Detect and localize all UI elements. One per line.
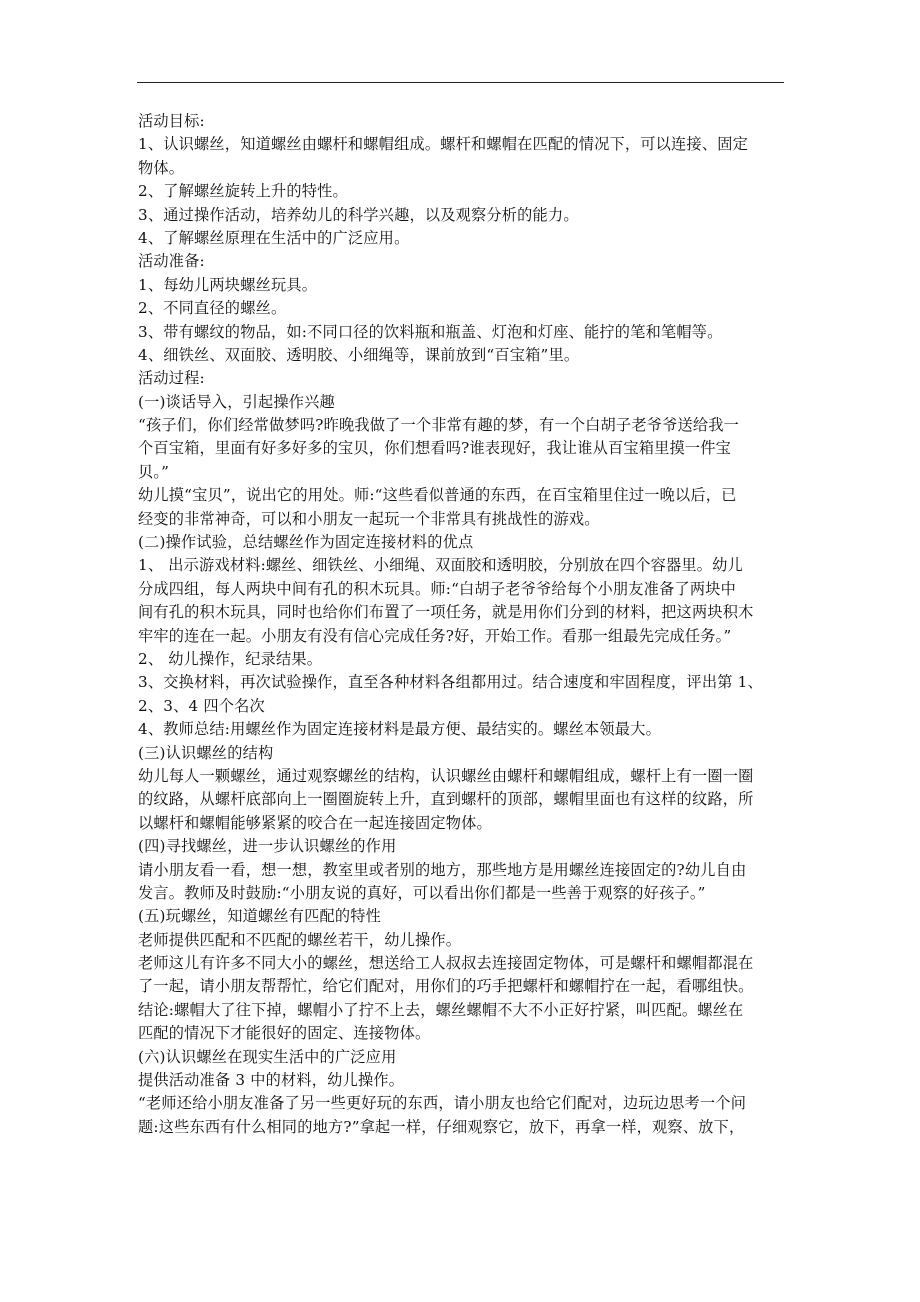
text-line: 3、交换材料，再次试验操作，直至各种材料各组都用过。结合速度和牢固程度，评出第 1、 xyxy=(138,673,763,692)
text-line: 2、了解螺丝旋转上升的特性。 xyxy=(138,182,348,201)
text-line: (五)玩螺丝，知道螺丝有匹配的特性 xyxy=(138,907,382,926)
text-line: 老师这儿有许多不同大小的螺丝，想送给工人叔叔去连接固定物体，可是螺杆和螺帽都混在 xyxy=(138,954,754,973)
text-line: 活动过程: xyxy=(138,369,205,388)
text-line: 经变的非常神奇，可以和小朋友一起玩一个非常具有挑战性的游戏。 xyxy=(138,509,600,528)
text-line: “孩子们，你们经常做梦吗?昨晚我做了一个非常有趣的梦，有一个白胡子老爷爷送给我一 xyxy=(138,416,740,435)
text-line: 3、带有螺纹的物品，如:不同口径的饮料瓶和瓶盖、灯泡和灯座、能拧的笔和笔帽等。 xyxy=(138,322,723,341)
text-line: 以螺杆和螺帽能够紧紧的咬合在一起连接固定物体。 xyxy=(138,813,492,832)
text-line: 的纹路，从螺杆底部向上一圈圈旋转上升，直到螺杆的顶部，螺帽里面也有这样的纹路，所 xyxy=(138,790,754,809)
text-line: 3、通过操作活动，培养幼儿的科学兴趣，以及观察分析的能力。 xyxy=(138,205,579,224)
text-line: 老师提供匹配和不匹配的螺丝若干，幼儿操作。 xyxy=(138,930,462,949)
header-rule xyxy=(137,82,784,83)
text-line: 匹配的情况下才能很好的固定、连接物体。 xyxy=(138,1024,431,1043)
text-line: 2、3、4 四个名次 xyxy=(138,696,265,715)
text-line: 4、了解螺丝原理在生活中的广泛应用。 xyxy=(138,228,410,247)
text-line: 提供活动准备 3 中的材料，幼儿操作。 xyxy=(138,1071,405,1090)
text-line: (四)寻找螺丝，进一步认识螺丝的作用 xyxy=(138,837,397,856)
text-line: (三)认识螺丝的结构 xyxy=(138,743,274,762)
text-line: 物体。 xyxy=(138,158,185,177)
text-line: 了一起，请小朋友帮帮忙，给它们配对，用你们的巧手把螺杆和螺帽拧在一起，看哪组快。 xyxy=(138,977,754,996)
text-line: 4、教师总结:用螺丝作为固定连接材料是最方便、最结实的。螺丝本领最大。 xyxy=(138,720,661,739)
text-line: “老师还给小朋友准备了另一些更好玩的东西，请小朋友也给它们配对，边玩边思考一个问 xyxy=(138,1094,747,1113)
text-line: 幼儿摸“宝贝”，说出它的用处。师:“这些看似普通的东西，在百宝箱里住过一晚以后，已 xyxy=(138,486,737,505)
text-line: 个百宝箱，里面有好多好多的宝贝，你们想看吗?谁表现好，我让谁从百宝箱里摸一件宝 xyxy=(138,439,732,458)
text-line: (六)认识螺丝在现实生活中的广泛应用 xyxy=(138,1047,397,1066)
text-line: 请小朋友看一看，想一想，教室里或者别的地方，那些地方是用螺丝连接固定的?幼儿自由 xyxy=(138,860,747,879)
text-line: 1、认识螺丝，知道螺丝由螺杆和螺帽组成。螺杆和螺帽在匹配的情况下，可以连接、固定 xyxy=(138,135,748,154)
text-line: 幼儿每人一颗螺丝，通过观察螺丝的结构，认识螺丝由螺杆和螺帽组成，螺杆上有一圈一圈 xyxy=(138,766,754,785)
text-line: 2、 幼儿操作，纪录结果。 xyxy=(138,649,323,668)
text-line: 1、 出示游戏材料:螺丝、细铁丝、小细绳、双面胶和透明胶，分别放在四个容器里。幼儿 xyxy=(138,556,743,575)
text-line: 题:这些东西有什么相同的地方?”拿起一样，仔细观察它，放下，再拿一样，观察、放下， xyxy=(138,1117,745,1136)
text-line: 间有孔的积木玩具，同时也给你们布置了一项任务，就是用你们分到的材料，把这两块积木 xyxy=(138,603,754,622)
text-line: 1、每幼儿两块螺丝玩具。 xyxy=(138,275,318,294)
text-line: (一)谈话导入，引起操作兴趣 xyxy=(138,392,335,411)
text-line: 分成四组，每人两块中间有孔的积木玩具。师:“白胡子老爷爷给每个小朋友准备了两块中 xyxy=(138,579,737,598)
text-line: 活动目标: xyxy=(138,112,205,130)
document-body xyxy=(138,110,794,1139)
text-line: (二)操作试验，总结螺丝作为固定连接材料的优点 xyxy=(138,533,474,552)
text-line: 2、不同直径的螺丝。 xyxy=(138,299,287,318)
text-line: 贝。” xyxy=(138,462,170,481)
text-line: 发言。教师及时鼓励:“小朋友说的真好，可以看出你们都是一些善于观察的好孩子。” xyxy=(138,883,706,902)
text-line: 结论:螺帽大了往下掉，螺帽小了拧不上去，螺丝螺帽不大不小正好拧紧，叫匹配。螺丝在 xyxy=(138,1000,744,1019)
text-line: 牢牢的连在一起。小朋友有没有信心完成任务?好，开始工作。看那一组最先完成任务。” xyxy=(138,626,732,645)
text-line: 4、细铁丝、双面胶、透明胶、小细绳等，课前放到“百宝箱”里。 xyxy=(138,345,580,364)
text-line: 活动准备: xyxy=(138,252,205,271)
